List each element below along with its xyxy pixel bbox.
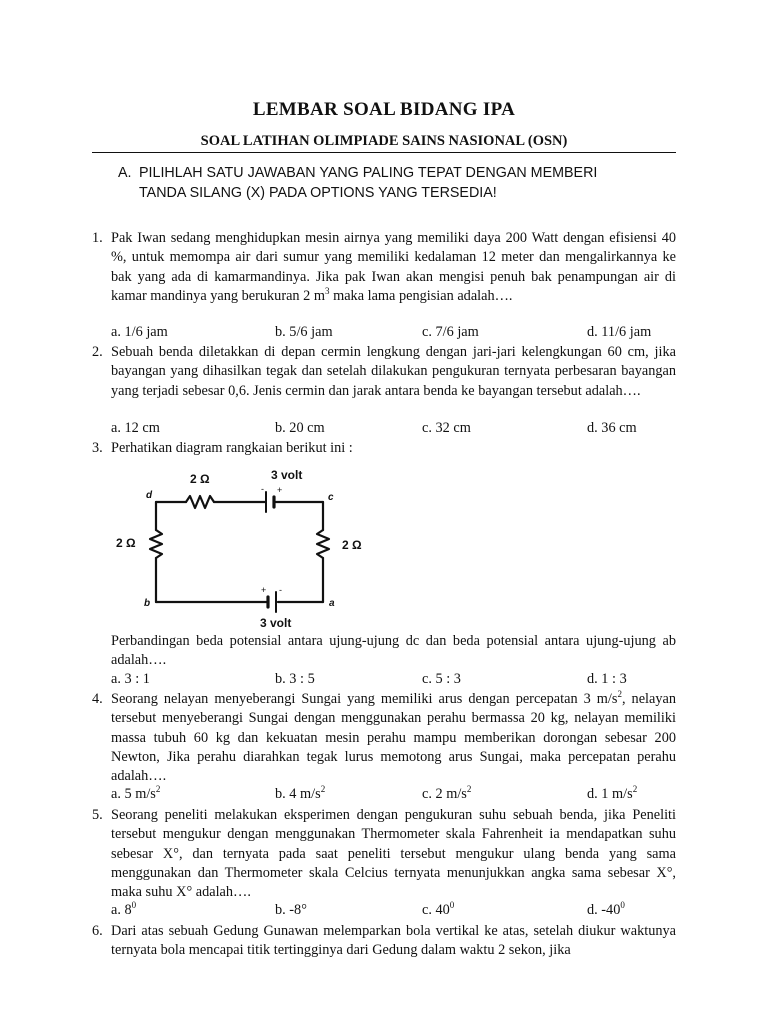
question-1 [92,229,676,306]
question-text: Perhatikan diagram rangkaian berikut ini : [111,440,353,456]
page-title: LEMBAR SOAL BIDANG IPA [252,99,516,120]
option-c[interactable]: c. $40^0$ [422,900,455,918]
question-3-options [111,671,691,690]
question-2 [92,343,676,401]
option-d[interactable]: d. 1 $m/s^2$ [587,784,638,802]
question-5-options [111,902,691,921]
question-number: 1. [92,230,103,246]
top-battery-polarity-plus: + [277,485,283,495]
option-c[interactable]: c. 5 : 3 [422,671,461,687]
bottom-battery-polarity-plus: + [261,585,267,595]
left-resistor-label: 2 Ω [116,536,136,550]
option-b[interactable]: b. 3 : 5 [275,671,315,687]
header-divider [92,152,676,153]
bottom-battery-label: 3 volt [260,616,292,630]
question-text: Perbandingan beda potensial antara ujung-ujung dc dan beda potensial antara ujung-ujung ab adalah…. [111,633,676,669]
question-2-options [111,420,691,439]
option-a[interactable]: a. 3 : 1 [111,671,150,687]
question-number: 5. [92,807,103,823]
option-c[interactable]: c. 32 cm [422,420,471,436]
right-resistor-label: 2 Ω [342,538,362,552]
question-text: Seorang nelayan menyeberangi Sungai yang memiliki arus dengan percepatan 3 $m/s^2$, nelayan tersebut menyeberangi Sungai dengan menggunakan perahu bermassa 20 kg, nelayan memiliki massa tubuh 60 kg dan kekuatan mesin perahu mampu memberikan dorongan sebesar 200 Newton, Jika perahu diarahkan tegak lurus memotong arus Sungai, maka percepatan perahu adalah…. [111,689,677,785]
option-a[interactable]: a. 5 $m/s^2$ [111,784,161,802]
top-battery-polarity-minus: - [261,484,264,494]
option-a[interactable]: a. $8^0$ [111,900,137,918]
node-a-label: a [329,598,335,609]
option-d[interactable]: d. 11/6 jam [587,324,652,340]
question-text: Dari atas sebuah Gedung Gunawan melemparkan bola vertikal ke atas, setelah diukur waktunya ternyata bola mencapai titik tertingginya dari Gedung dalam waktu 2 sekon, jika [111,923,676,959]
question-text: Sebuah benda diletakkan di depan cermin lengkung dengan jari-jari kelengkungan 60 cm, jika bayangan yang dihasilkan tegak dan setelah dilakukan pengukuran ternyata perbesaran bayangan yang terjadi sebesar 0,6. Jenis cermin dan jarak antara benda ke bayangan tersebut adalah…. [111,344,676,399]
node-d-label: d [146,490,153,501]
question-number: 3. [92,440,103,456]
option-a[interactable]: a. 1/6 jam [111,324,168,340]
bottom-battery-polarity-minus: - [279,585,282,595]
page-subtitle: SOAL LATIHAN OLIMPIADE SAINS NASIONAL (OSN) [200,133,568,149]
option-c[interactable]: c. 7/6 jam [422,324,479,340]
right-resistor [317,530,329,558]
section-instruction-line1: PILIHLAH SATU JAWABAN YANG PALING TEPAT DENGAN MEMBERI [139,165,598,181]
option-b[interactable]: b. 20 cm [275,420,325,436]
top-battery-label: 3 volt [271,468,303,482]
option-b[interactable]: b. -8° [275,902,307,918]
question-4 [92,690,676,786]
left-resistor [150,530,162,558]
question-number: 2. [92,344,103,360]
question-3 [92,439,676,458]
question-text: Seorang peneliti melakukan eksperimen dengan pengukuran suhu sebuah benda, jika Peneliti tersebut mengukur dengan menggunakan Thermometer skala Fahrenheit ia mendapatkan suhu sebesar X°, dan ternyata pada saat peneliti tersebut mengukur ulang benda yang sama menggunakan dan Thermometer skala Celcius ternyata menunjukkan angka sama sebesar X°, maka suhu X° adalah…. [111,807,676,901]
question-5 [92,806,676,902]
section-instruction-line2: TANDA SILANG (X) PADA OPTIONS YANG TERSEDIA! [139,185,497,201]
option-d[interactable]: d. $-40^0$ [587,900,625,918]
section-instruction [118,163,678,203]
question-4-options [111,786,691,805]
option-c[interactable]: c. 2 $m/s^2$ [422,784,472,802]
option-a[interactable]: a. 12 cm [111,420,160,436]
circuit-diagram [108,462,388,632]
question-6 [92,922,676,961]
option-d[interactable]: d. 1 : 3 [587,671,627,687]
question-3-continuation [92,632,676,671]
top-resistor-label: 2 Ω [190,472,210,486]
question-number: 6. [92,923,103,939]
option-b[interactable]: b. 4 $m/s^2$ [275,784,326,802]
question-1-options [111,324,691,343]
section-letter: A. [118,165,132,181]
question-text: Pak Iwan sedang menghidupkan mesin airnya yang memiliki daya 200 Watt dengan efisiensi 40 %, untuk memompa air dari sumur yang memiliki kedalaman 12 meter dan mengalirkannya ke bak yang ada di kamarmandinya. Jika pak Iwan akan mengisi penuh bak penampungan air di kamar mandinya yang berukuran 2 $m^3$ maka lama pengisian adalah…. [111,230,676,304]
question-number: 4. [92,691,103,707]
option-b[interactable]: b. 5/6 jam [275,324,333,340]
option-d[interactable]: d. 36 cm [587,420,637,436]
top-resistor [186,496,214,508]
node-b-label: b [144,598,151,609]
node-c-label: c [328,492,334,503]
